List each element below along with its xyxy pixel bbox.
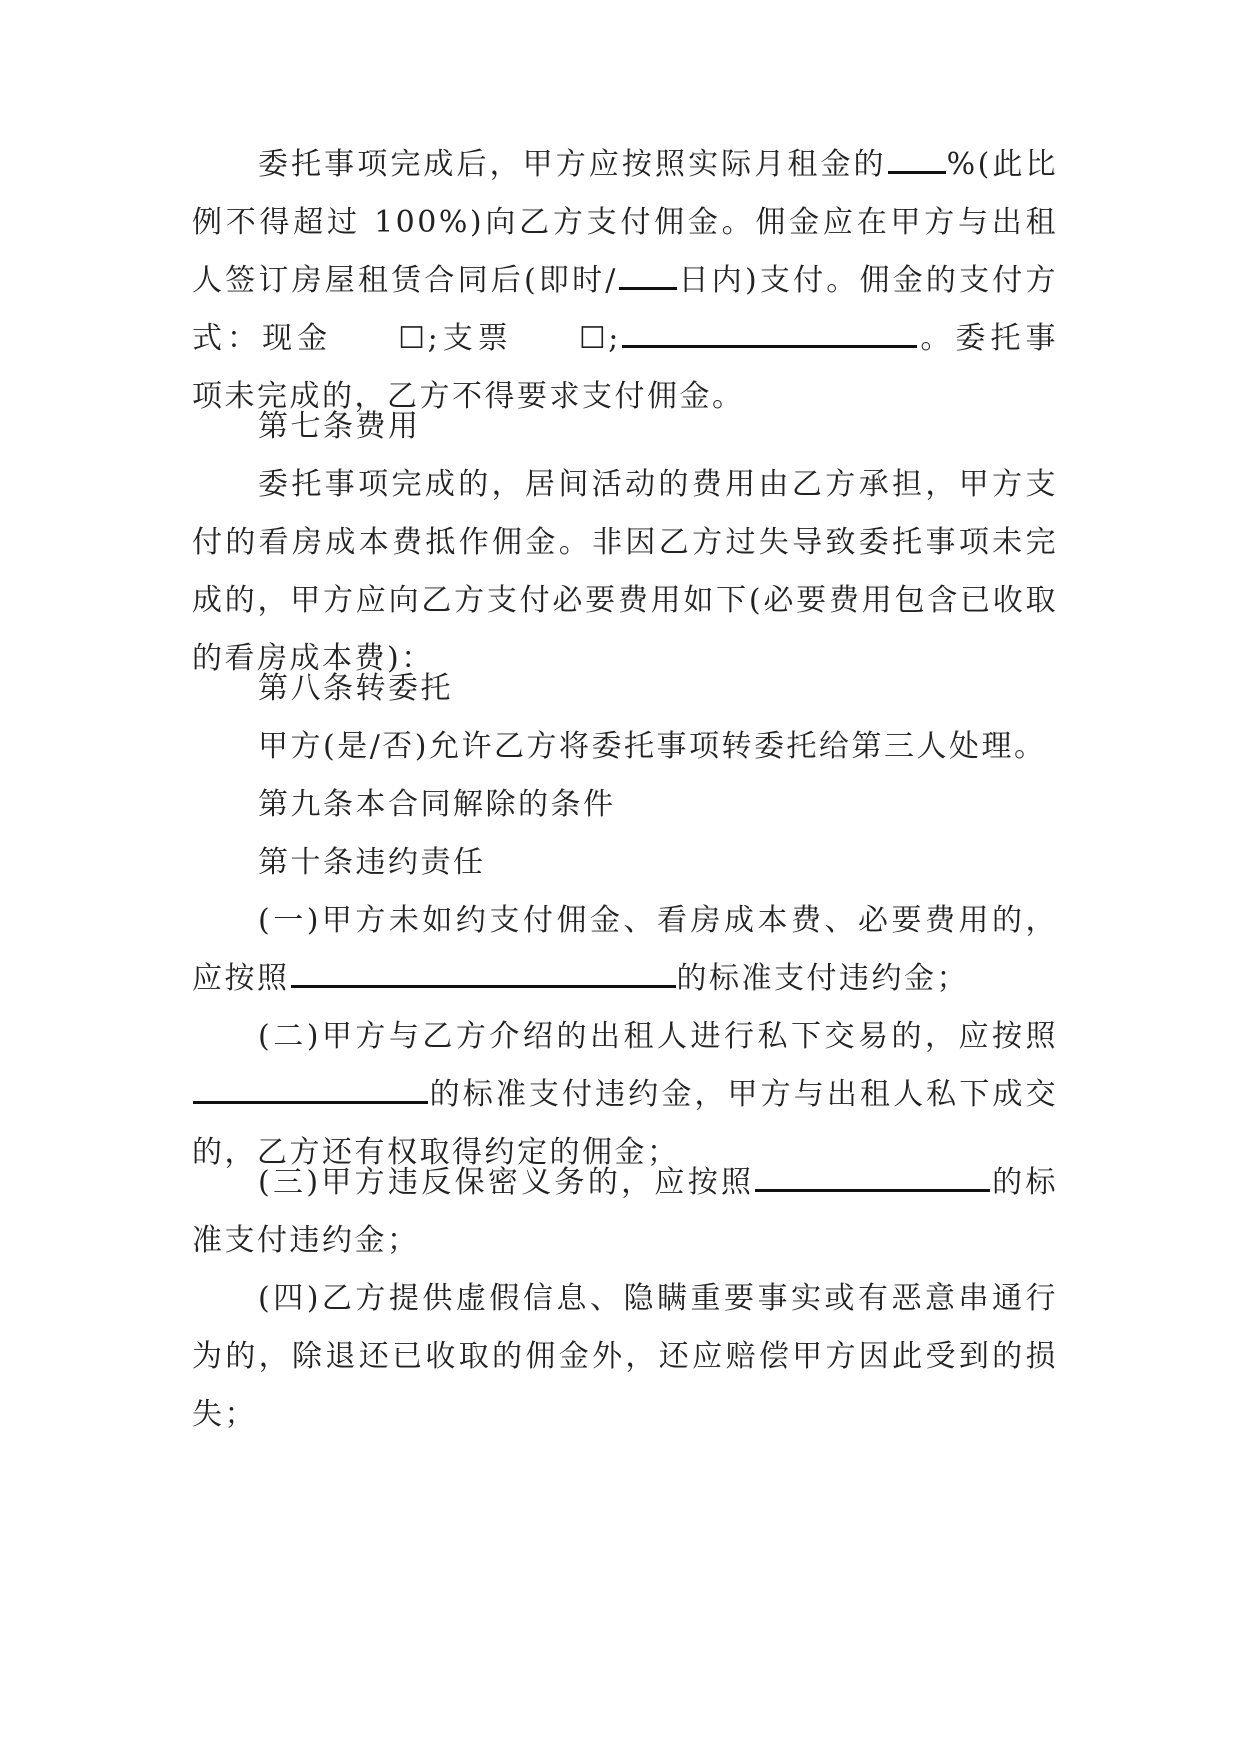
paragraph-expenses: 委托事项完成的，居间活动的费用由乙方承担，甲方支付的看房成本费抵作佣金。非因乙方过失导致委托事项未完成的，甲方应向乙方支付必要费用如下(必要费用包含已收取的看房成本费)：	[192, 467, 1058, 676]
heading-article-8: 第八条转委托	[258, 671, 453, 706]
text-segment: ;支票	[427, 321, 513, 356]
text-segment: 日内)支付。佣金的支付方式：现金	[192, 263, 1058, 356]
heading-article-7: 第七条费用	[258, 409, 421, 444]
paragraph-liability-1	[192, 892, 1058, 1008]
text-segment: 的标准支付违约金，甲方与出租人私下成交的，乙方还有权取得约定的佣金；	[192, 1077, 1058, 1170]
text-segment: 的标准支付违约金；	[192, 1165, 1058, 1258]
checkbox-cash[interactable]: ☐	[398, 321, 428, 356]
text-segment: (一)甲方未如约支付佣金、看房成本费、必要费用的，应按照	[192, 903, 1058, 996]
blank-line-penalty-2	[193, 1100, 428, 1104]
text-segment: (三)甲方违反保密义务的，应按照	[258, 1165, 755, 1200]
heading-article-9: 第九条本合同解除的条件	[258, 787, 616, 822]
text-segment: (二)甲方与乙方介绍的出租人进行私下交易的，应按照	[258, 1019, 1058, 1054]
text-segment: 委托事项完成后，甲方应按照实际月租金的	[258, 147, 887, 182]
text-segment: 。委托事项未完成的，乙方不得要求支付佣金。	[192, 321, 1059, 414]
paragraph-subdelegation: 甲方(是/否)允许乙方将委托事项转委托给第三人处理。	[258, 729, 1047, 764]
paragraph-commission	[192, 136, 1058, 426]
text-segment: ;	[608, 321, 621, 356]
text-segment: 的标准支付违约金；	[676, 961, 969, 996]
text-segment: %(此比例不得超过 100%)向乙方支付佣金。佣金应在甲方与出租人签订房屋租赁合同后(即时/	[192, 147, 1059, 298]
blank-line-percent	[888, 170, 946, 174]
paragraph-liability-3	[192, 1154, 1058, 1270]
checkbox-cheque[interactable]: ☐	[578, 321, 609, 356]
blank-line-payment-other	[622, 344, 917, 348]
paragraph-liability-4: (四)乙方提供虚假信息、隐瞒重要事实或有恶意串通行为的，除退还已收取的佣金外，还应赔偿甲方因此受到的损失；	[192, 1281, 1058, 1432]
blank-line-days	[619, 286, 677, 290]
blank-line-penalty-3	[755, 1188, 990, 1192]
blank-line-penalty-1	[291, 984, 676, 988]
heading-article-10: 第十条违约责任	[258, 845, 486, 880]
